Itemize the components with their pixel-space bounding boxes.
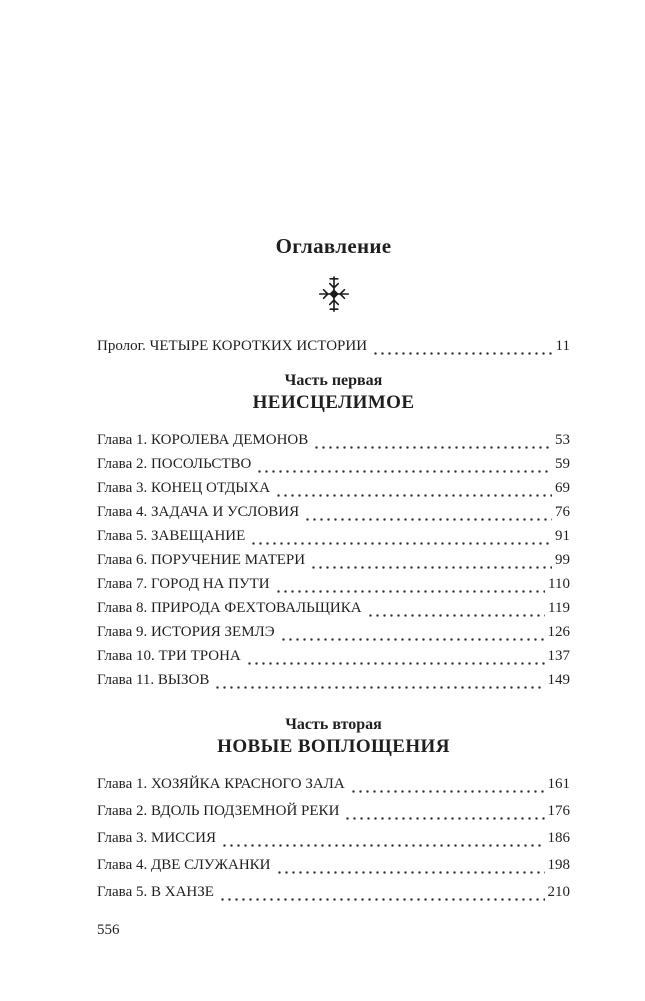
dot-leader — [367, 603, 546, 618]
dot-leader — [256, 459, 552, 474]
dot-leader — [250, 531, 552, 546]
toc-entry-label: Глава 10. ТРИ ТРОНА — [97, 648, 241, 664]
toc-part — [97, 716, 570, 902]
toc-entry-page: 59 — [555, 456, 570, 472]
chapter-list — [97, 775, 570, 902]
toc-entry-page: 198 — [547, 857, 570, 873]
dot-leader — [304, 507, 552, 522]
toc-entry-page: 76 — [555, 504, 570, 520]
toc-entry — [97, 599, 570, 618]
dot-leader — [372, 341, 553, 356]
toc-entry-page: 149 — [547, 672, 570, 688]
toc-entry-page: 210 — [547, 884, 570, 900]
toc-entry-label: Пролог. ЧЕТЫРЕ КОРОТКИХ ИСТОРИИ — [97, 338, 368, 354]
toc-entry — [97, 431, 570, 450]
toc-entry-page: 119 — [548, 600, 570, 616]
toc-entry — [97, 883, 570, 902]
toc-entry-label: Глава 9. ИСТОРИЯ ЗЕМЛЭ — [97, 624, 275, 640]
toc-entry-page: 126 — [547, 624, 570, 640]
toc-entry-page: 53 — [555, 432, 570, 448]
toc-entry-label: Глава 5. В ХАНЗЕ — [97, 884, 214, 900]
toc-entry-label: Глава 2. ВДОЛЬ ПОДЗЕМНОЙ РЕКИ — [97, 803, 340, 819]
toc-entry-label: Глава 8. ПРИРОДА ФЕХТОВАЛЬЩИКА — [97, 600, 362, 616]
toc-entry — [97, 575, 570, 594]
toc-entry — [97, 856, 570, 875]
part-title: НЕИСЦЕЛИМОЕ — [252, 392, 415, 413]
toc-entry-label: Глава 3. КОНЕЦ ОТДЫХА — [97, 480, 271, 496]
toc-entry-label: Глава 5. ЗАВЕЩАНИЕ — [97, 528, 246, 544]
toc-entry-page: 11 — [555, 338, 570, 354]
toc-entry-page: 161 — [547, 776, 570, 792]
ornament-container — [97, 275, 570, 315]
page-title: Оглавление — [275, 234, 392, 258]
toc-entry-page: 99 — [555, 552, 570, 568]
toc-entry — [97, 337, 570, 356]
dot-leader — [310, 555, 552, 570]
dot-leader — [219, 887, 545, 902]
dot-leader — [275, 579, 545, 594]
toc-entry — [97, 503, 570, 522]
chapter-list — [97, 431, 570, 690]
dot-leader — [221, 833, 545, 848]
dot-leader — [276, 860, 545, 875]
snowflake-ornament-icon — [315, 275, 353, 313]
toc-entry-page: 91 — [555, 528, 570, 544]
dot-leader — [280, 627, 545, 642]
toc-entry-label: Глава 2. ПОСОЛЬСТВО — [97, 456, 252, 472]
toc-entry — [97, 551, 570, 570]
toc-entry — [97, 623, 570, 642]
toc-parts — [97, 372, 570, 902]
toc-entry — [97, 479, 570, 498]
part-kicker: Часть вторая — [285, 716, 382, 733]
toc-entry-label: Глава 7. ГОРОД НА ПУТИ — [97, 576, 270, 592]
dot-leader — [214, 675, 544, 690]
part-kicker: Часть первая — [284, 372, 383, 389]
toc-entry-label: Глава 6. ПОРУЧЕНИЕ МАТЕРИ — [97, 552, 306, 568]
dot-leader — [350, 779, 545, 794]
toc-part — [97, 372, 570, 690]
toc-entry-label: Глава 1. ХОЗЯЙКА КРАСНОГО ЗАЛА — [97, 776, 345, 792]
toc-entry-page: 69 — [555, 480, 570, 496]
dot-leader — [344, 806, 544, 821]
part-title: НОВЫЕ ВОПЛОЩЕНИЯ — [217, 736, 450, 757]
toc-entry-page: 176 — [547, 803, 570, 819]
toc-entry — [97, 802, 570, 821]
toc-entry — [97, 455, 570, 474]
toc-entry-label: Глава 3. МИССИЯ — [97, 830, 216, 846]
prolog-slot — [97, 337, 570, 356]
toc-entry-page: 110 — [548, 576, 570, 592]
toc-entry-label: Глава 4. ДВЕ СЛУЖАНКИ — [97, 857, 271, 873]
toc-entry — [97, 829, 570, 848]
toc-entry-label: Глава 1. КОРОЛЕВА ДЕМОНОВ — [97, 432, 309, 448]
toc-entry — [97, 775, 570, 794]
dot-leader — [275, 483, 552, 498]
toc-entry — [97, 647, 570, 666]
toc-entry — [97, 527, 570, 546]
footer-page-number: 556 — [97, 922, 120, 938]
dot-leader — [246, 651, 545, 666]
toc-entry — [97, 671, 570, 690]
dot-leader — [313, 435, 552, 450]
toc-entry-label: Глава 11. ВЫЗОВ — [97, 672, 210, 688]
toc-entry-page: 137 — [547, 648, 570, 664]
toc-entry-label: Глава 4. ЗАДАЧА И УСЛОВИЯ — [97, 504, 300, 520]
toc-entry-page: 186 — [547, 830, 570, 846]
